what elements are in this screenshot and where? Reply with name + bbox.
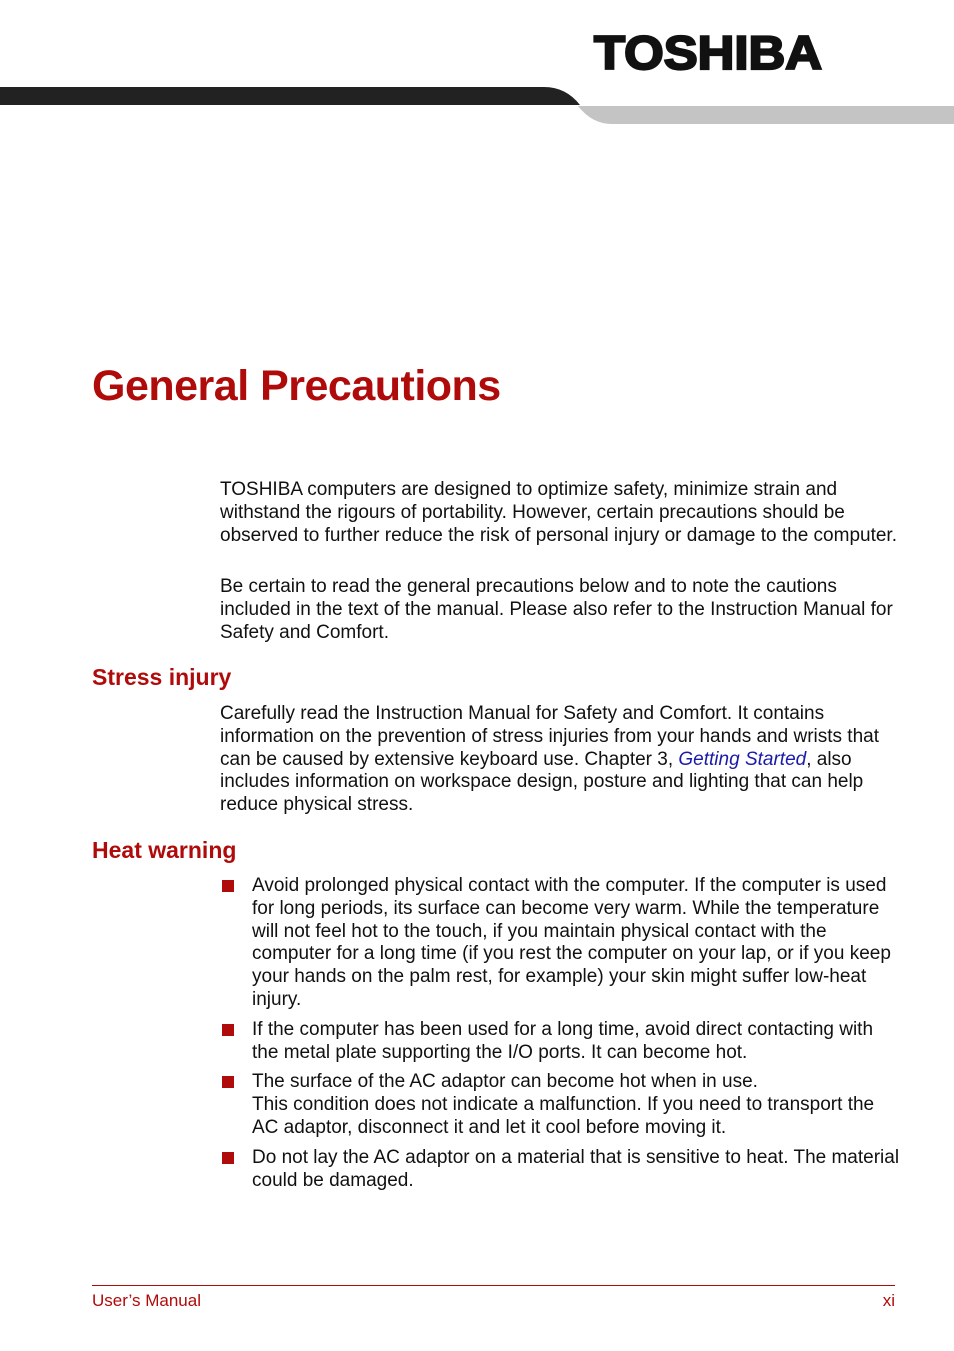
footer-rule [92,1285,895,1286]
header-band-graphic [0,84,954,126]
toshiba-logo-mark [593,28,823,74]
bullet-square-icon [222,1024,234,1036]
bullet-square-icon [222,880,234,892]
stress-injury-paragraph [220,703,900,817]
page-title: General Precautions [92,362,501,410]
header-band [0,84,954,126]
bullet-text: The surface of the AC adaptor can become hot when in use. [252,1071,758,1093]
bullet-text: Avoid prolonged physical contact with the computer. If the computer is used for long periods, its surface can become very warm. While the temperature will not feel hot to the touch, if you maintain physical contact with the computer for a long time (if you rest the computer on your lap, or if you keep your hands on the palm rest, for example) your skin might suffer low-heat injury. [252,875,891,1010]
stress-injury-text-start: Carefully read the Instruction Manual for Safety and Comfort. It contains information on the prevention of stress injuries from your hands and wrists that can be caused by extensive keyboard use. Chapter 3, [220,703,879,770]
bullet-text: Do not lay the AC adaptor on a material that is sensitive to heat. The material could be damaged. [252,1146,900,1191]
getting-started-link[interactable]: Getting Started [678,748,807,770]
heat-warning-bullet-4 [220,1147,900,1193]
bullet-text-line-2: This condition does not indicate a malfunction. If you need to transport the AC adaptor, disconnect it and let it cool before moving it. [252,1094,875,1138]
stress-injury-text-end: , also includes information on workspace design, posture and lighting that can help reduce physical stress. [220,748,864,816]
header-band-dark [0,87,580,105]
section-heading-heat-warning: Heat warning [92,837,237,863]
heat-warning-bullet-2 [220,1019,900,1065]
bullet-square-icon [222,1152,234,1164]
toshiba-logo [593,28,823,74]
intro-paragraph-1: TOSHIBA computers are designed to optimize safety, minimize strain and withstand the rigours of portability. However, certain precautions should be observed to further reduce the risk of personal injury or damage to the computer. [220,479,897,546]
heat-warning-bullet-1 [220,875,900,1012]
bullet-text: If the computer has been used for a long time, avoid direct contacting with the metal plate supporting the I/O ports. It can become hot. [252,1018,874,1063]
intro-paragraph-2: Be certain to read the general precautions below and to note the cautions included in the text of the manual. Please also refer to the Instruction Manual for Safety and Comfort. [220,576,893,643]
heat-warning-bullet-3 [220,1071,900,1139]
header-band-light [578,106,954,124]
bullet-square-icon [222,1076,234,1088]
heat-warning-list [220,875,900,1199]
toshiba-logo-text: TOSHIBA [594,28,822,74]
footer-page-number: xi [882,1291,895,1310]
section-heading-stress-injury: Stress injury [92,664,232,690]
footer-manual-title: User’s Manual [92,1291,201,1310]
